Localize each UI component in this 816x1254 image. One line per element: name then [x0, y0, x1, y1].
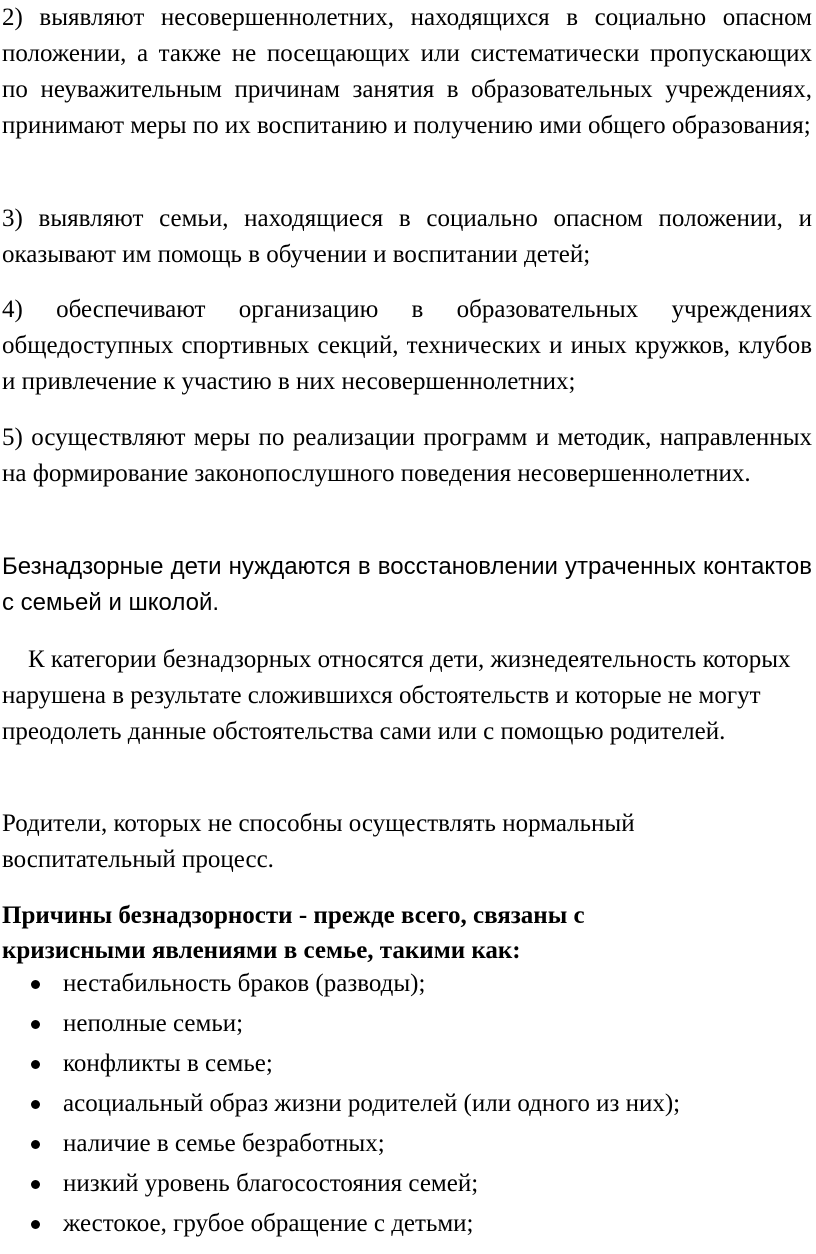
bullet-icon: [31, 1100, 40, 1109]
paragraph-item-3: 3) выявляют семьи, находящиеся в социально опасном положении, и оказывают им помощь в обучении и воспитании детей;: [2, 205, 812, 268]
list-item-text: наличие в семье безработных;: [63, 1130, 385, 1157]
bullet-icon: [31, 980, 40, 989]
bullet-icon: [31, 1220, 40, 1229]
paragraph-parents: Родители, которых не способны осуществлять нормальный воспитательный процесс.: [2, 810, 635, 873]
list-item-text: неполные семьи;: [63, 1010, 244, 1037]
paragraph-neglected-children: Безнадзорные дети нуждаются в восстановлении утраченных контактов с семьей и школой.: [2, 553, 812, 616]
list-item-text: конфликты в семье;: [63, 1050, 273, 1077]
list-item-text: жестокое, грубое обращение с детьми;: [63, 1210, 474, 1237]
causes-heading: Причины безнадзорности - прежде всего, связаны с кризисными явлениями в семье, такими как:: [2, 902, 585, 964]
causes-list: [0, 966, 816, 1246]
bullet-icon: [31, 1060, 40, 1069]
bullet-icon: [31, 1140, 40, 1149]
list-item: [0, 1006, 816, 1046]
list-item: [0, 1126, 816, 1166]
list-item: [0, 1206, 816, 1246]
bullet-icon: [31, 1180, 40, 1189]
list-item: [0, 1166, 816, 1206]
list-item-text: нестабильность браков (разводы);: [63, 970, 426, 997]
list-item: [0, 1046, 816, 1086]
paragraph-item-4: 4) обеспечивают организацию в образовательных учреждениях общедоступных спортивных секций, технических и иных кружков, клубов и привлечение к участию в них несовершеннолетних;: [2, 296, 812, 395]
list-item: [0, 1086, 816, 1126]
bullet-icon: [31, 1020, 40, 1029]
list-item-text: асоциальный образ жизни родителей (или одного из них);: [63, 1090, 681, 1117]
list-item: [0, 966, 816, 1006]
paragraph-category: К категории безнадзорных относятся дети, жизнедеятельность которых нарушена в результате сложившихся обстоятельств и которые не могут преодолеть данные обстоятельства сами или с помощью родителей.: [2, 646, 791, 745]
list-item-text: низкий уровень благосостояния семей;: [63, 1170, 479, 1197]
paragraph-item-2: 2) выявляют несовершеннолетних, находящихся в социально опасном положении, а также не посещающих или систематически пропускающих по неуважительным причинам занятия в образовательных учреждениях, принимают меры по их воспитанию и получению ими общего образования;: [2, 4, 812, 139]
paragraph-item-5: 5) осуществляют меры по реализации программ и методик, направленных на формирование законопослушного поведения несовершеннолетних.: [2, 424, 812, 487]
